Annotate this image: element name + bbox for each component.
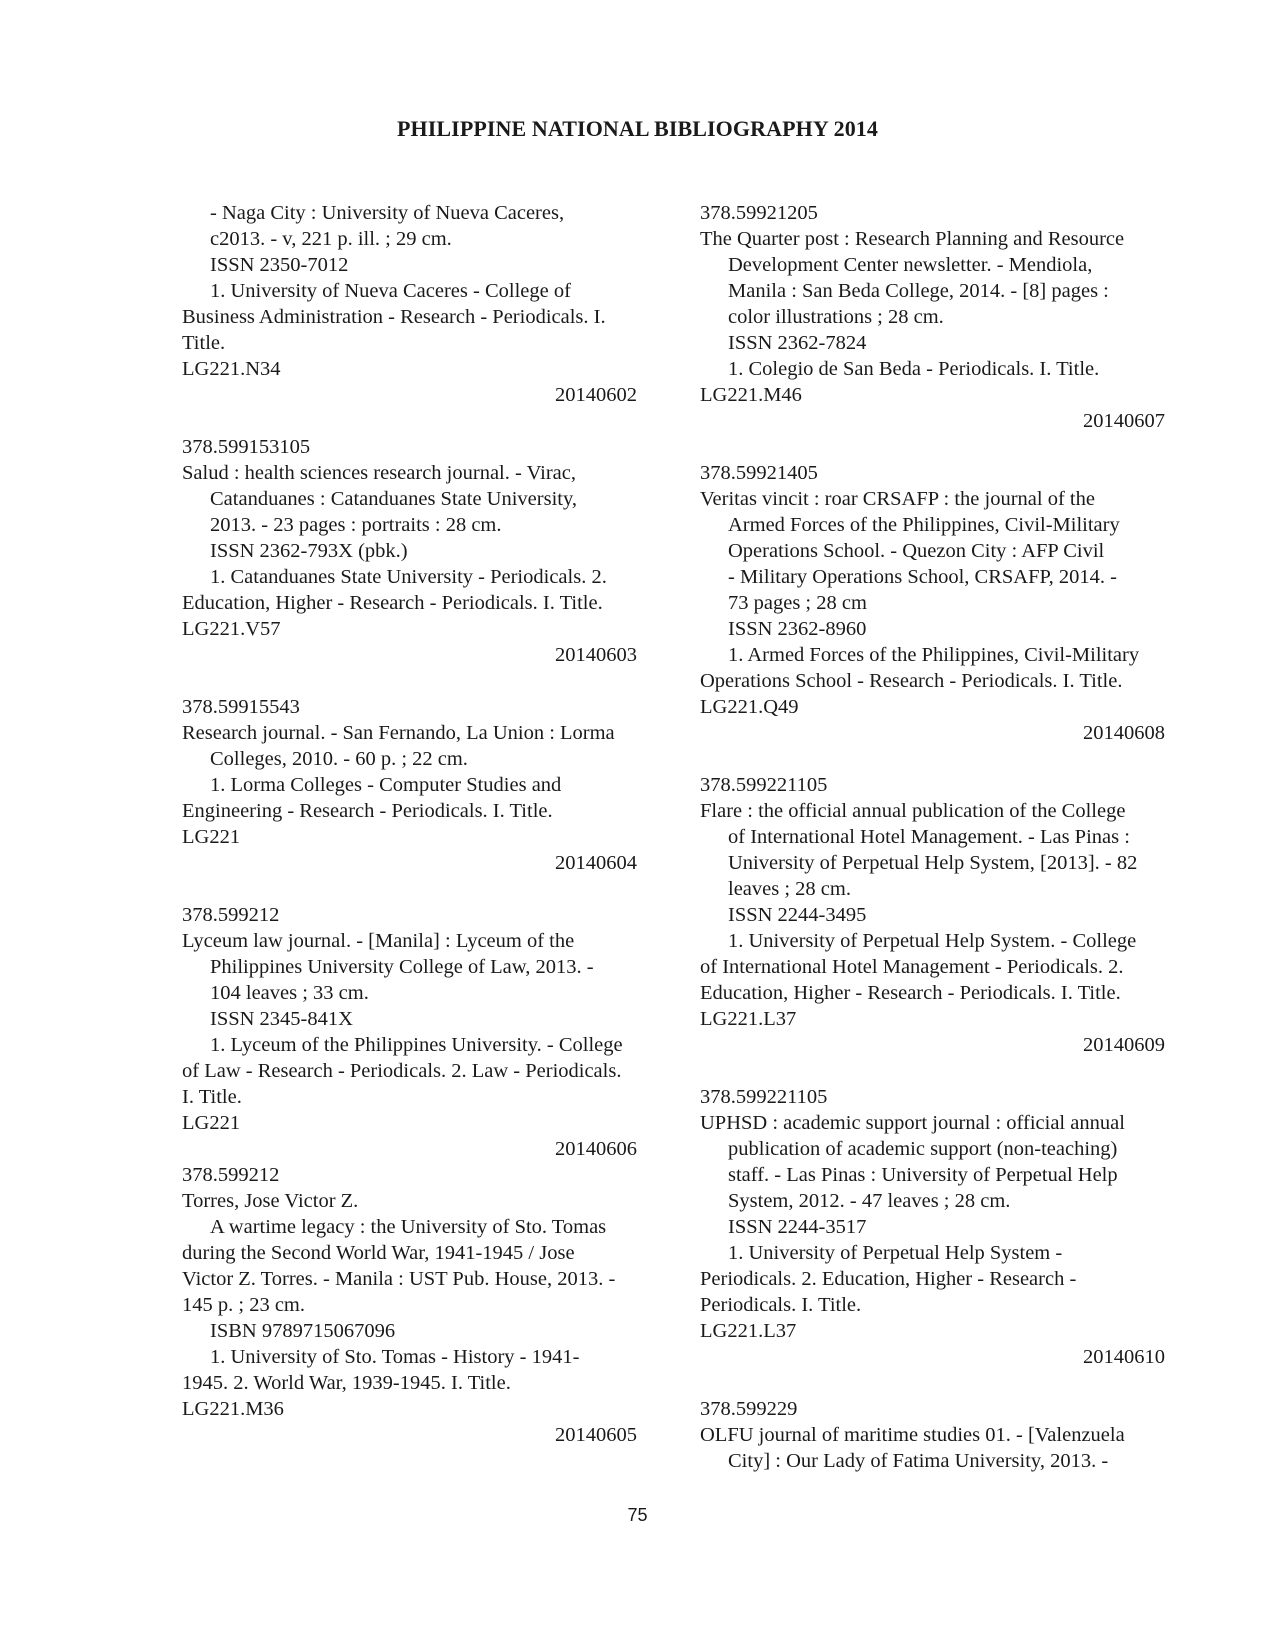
entry-line: LG221 [182,1112,241,1134]
entry-line: during the Second World War, 1941-1945 / Jose [182,1242,575,1264]
entry-line: LG221.Q49 [700,696,799,718]
entry-line: Philippines University College of Law, 2013. - [210,956,594,978]
entry-line: 2013. - 23 pages : portraits : 28 cm. [210,514,502,536]
right-column [700,200,1170,1474]
entry-line: color illustrations ; 28 cm. [728,306,944,328]
entry-line: Operations School - Research - Periodicals. I. Title. [700,670,1123,692]
entry-line: 378.599221105 [700,1086,828,1108]
entry-line: 1. University of Perpetual Help System - [728,1242,1063,1264]
entry-line: Colleges, 2010. - 60 p. ; 22 cm. [210,748,468,770]
entry-line: The Quarter post : Research Planning and Resource [700,228,1125,250]
entry-line: 378.599221105 [700,774,828,796]
entry-line: 1. University of Sto. Tomas - History - 1941- [210,1346,580,1368]
bibliography-entry [700,1396,1170,1474]
entry-line: 378.599229 [700,1398,798,1420]
entry-line: - Military Operations School, CRSAFP, 2014. - [728,566,1117,588]
entry-line: 378.59915543 [182,696,300,718]
entry-line: Flare : the official annual publication of the College [700,800,1126,822]
page-number: 75 [627,1505,648,1525]
entry-line: 1. University of Perpetual Help System. - College [728,930,1137,952]
entry-line: LG221.M46 [700,384,802,406]
record-number: 20140607 [1083,410,1165,432]
entry-line: ISSN 2362-7824 [728,332,867,354]
entry-line: 1. Lorma Colleges - Computer Studies and [210,774,562,796]
entry-line: Development Center newsletter. - Mendiola, [728,254,1093,276]
entry-line: Engineering - Research - Periodicals. I. Title. [182,800,553,822]
entry-line: LG221 [182,826,241,848]
entry-line: Catanduanes : Catanduanes State University, [210,488,578,510]
entry-line: University of Perpetual Help System, [2013]. - 82 [728,852,1138,874]
entry-spacer [700,434,1170,460]
page-title: PHILIPPINE NATIONAL BIBLIOGRAPHY 2014 [396,116,879,141]
entry-line: Operations School. - Quezon City : AFP Civil [728,540,1105,562]
entry-line: leaves ; 28 cm. [728,878,851,900]
bibliography-entry [700,460,1170,746]
bibliography-entry [182,694,642,876]
entry-line: Business Administration - Research - Periodicals. I. [182,306,606,328]
entry-line: Periodicals. I. Title. [700,1294,862,1316]
entry-line: 1. Armed Forces of the Philippines, Civil-Military [728,644,1140,666]
entry-line: ISSN 2362-793X (pbk.) [210,540,408,562]
entry-line: 1. Colegio de San Beda - Periodicals. I. Title. [728,358,1100,380]
entry-spacer [182,668,642,694]
record-number: 20140604 [555,852,637,874]
bibliography-entry [182,1162,642,1448]
bibliography-entry [700,1084,1170,1370]
entry-line: LG221.N34 [182,358,281,380]
entry-line: ISSN 2345-841X [210,1008,353,1030]
entry-line: Torres, Jose Victor Z. [182,1190,359,1212]
entry-line: Victor Z. Torres. - Manila : UST Pub. House, 2013. - [182,1268,616,1290]
record-number: 20140606 [555,1138,637,1160]
entry-line: 1. University of Nueva Caceres - College of [210,280,571,302]
entry-spacer [700,746,1170,772]
entry-line: ISSN 2244-3495 [728,904,867,926]
entry-line: 378.59921405 [700,462,818,484]
bibliography-entry [182,902,642,1162]
entry-line: 378.599212 [182,1164,280,1186]
entry-line: 378.599153105 [182,436,311,458]
entry-line: Education, Higher - Research - Periodicals. I. Title. [182,592,603,614]
entry-line: 378.599212 [182,904,280,926]
entry-line: Veritas vincit : roar CRSAFP : the journal of the [700,488,1095,510]
entry-line: UPHSD : academic support journal : official annual [700,1112,1125,1134]
entry-line: Education, Higher - Research - Periodicals. I. Title. [700,982,1121,1004]
left-column [182,200,642,1448]
entry-line: A wartime legacy : the University of Sto. Tomas [210,1216,607,1238]
entry-line: OLFU journal of maritime studies 01. - [Valenzuela [700,1424,1125,1446]
record-number: 20140602 [555,384,637,406]
entry-line: - Naga City : University of Nueva Caceres, [210,202,565,224]
entry-line: publication of academic support (non-teaching) [728,1138,1118,1160]
entry-line: City] : Our Lady of Fatima University, 2013. - [728,1450,1109,1472]
entry-line: Salud : health sciences research journal. - Virac, [182,462,576,484]
record-number: 20140610 [1083,1346,1165,1368]
entry-line: ISSN 2362-8960 [728,618,867,640]
entry-spacer [700,1370,1170,1396]
entry-line: Lyceum law journal. - [Manila] : Lyceum of the [182,930,575,952]
entry-line: LG221.V57 [182,618,281,640]
entry-line: I. Title. [182,1086,242,1108]
record-number: 20140609 [1083,1034,1165,1056]
bibliography-entry [182,434,642,668]
entry-line: Periodicals. 2. Education, Higher - Research - [700,1268,1077,1290]
entry-line: of Law - Research - Periodicals. 2. Law - Periodicals. [182,1060,622,1082]
entry-line: c2013. - v, 221 p. ill. ; 29 cm. [210,228,452,250]
entry-line: 1945. 2. World War, 1939-1945. I. Title. [182,1372,511,1394]
record-number: 20140608 [1083,722,1165,744]
bibliography-entry [700,772,1170,1058]
entry-line: 1. Catanduanes State University - Periodicals. 2. [210,566,607,588]
entry-line: Armed Forces of the Philippines, Civil-Military [728,514,1120,536]
entry-line: of International Hotel Management - Periodicals. 2. [700,956,1124,978]
entry-line: Manila : San Beda College, 2014. - [8] pages : [728,280,1109,302]
entry-line: 145 p. ; 23 cm. [182,1294,305,1316]
entry-line: 104 leaves ; 33 cm. [210,982,369,1004]
entry-line: Research journal. - San Fernando, La Union : Lorma [182,722,615,744]
entry-line: ISSN 2350-7012 [210,254,349,276]
entry-line: LG221.L37 [700,1320,797,1342]
entry-spacer [182,408,642,434]
entry-line: ISBN 9789715067096 [210,1320,396,1342]
entry-line: Title. [182,332,226,354]
entry-spacer [700,1058,1170,1084]
entry-line: ISSN 2244-3517 [728,1216,867,1238]
entry-line: staff. - Las Pinas : University of Perpetual Help [728,1164,1118,1186]
entry-line: 73 pages ; 28 cm [728,592,867,614]
entry-spacer [182,876,642,902]
entry-line: of International Hotel Management. - Las Pinas : [728,826,1130,848]
entry-line: 378.59921205 [700,202,818,224]
entry-line: 1. Lyceum of the Philippines University. - College [210,1034,623,1056]
bibliography-entry [182,200,642,408]
record-number: 20140603 [555,644,637,666]
bibliography-entry [700,200,1170,434]
record-number: 20140605 [555,1424,637,1446]
entry-line: LG221.L37 [700,1008,797,1030]
entry-line: LG221.M36 [182,1398,284,1420]
entry-line: System, 2012. - 47 leaves ; 28 cm. [728,1190,1011,1212]
